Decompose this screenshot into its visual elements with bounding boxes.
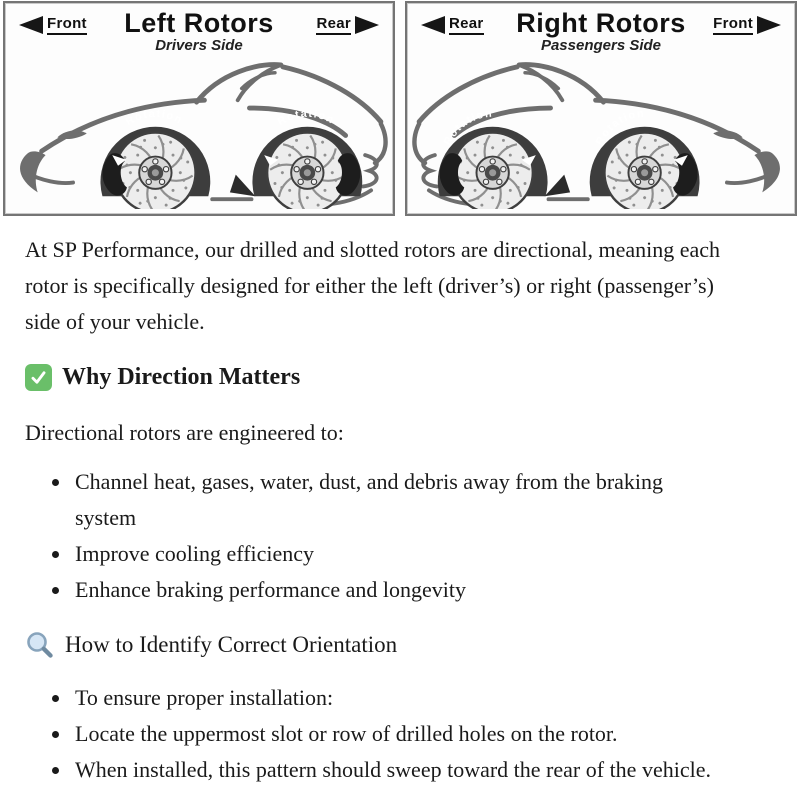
white-check-mark-icon [25, 364, 52, 391]
rear-rotor [261, 108, 360, 209]
rotation-label: Rotation [441, 107, 494, 148]
panel-title: Left Rotors [124, 8, 274, 38]
rotation-label: Rotation [593, 107, 646, 148]
section-heading-why-direction-matters [25, 364, 775, 391]
lead-paragraph: Directional rotors are engineered to: [25, 420, 344, 445]
list-item: • Improve cooling efficiency [72, 536, 725, 572]
left-panel-header [5, 3, 393, 59]
left-side-car-illustration [5, 59, 393, 209]
left-arrow-icon [19, 16, 43, 34]
panel-subtitle: Passengers Side [540, 37, 662, 54]
left-rotors-panel [3, 1, 395, 216]
panel-title: Right Rotors [516, 8, 686, 38]
section-heading-text: How to Identify Correct Orientation [65, 632, 398, 657]
front-rotor [102, 108, 201, 209]
benefits-list [25, 464, 725, 608]
list-item: • Enhance braking performance and longevity [72, 572, 725, 608]
front-rotor [594, 108, 698, 209]
rear-rotor [440, 108, 539, 209]
rotor-direction-diagram [0, 0, 800, 216]
rear-direction-label: Rear [421, 15, 484, 35]
right-arrow-icon [757, 16, 781, 34]
right-side-car-illustration [407, 59, 795, 209]
rear-direction-label: Rear [316, 15, 379, 35]
section-heading-identify-orientation [25, 630, 775, 660]
list-item: • To ensure proper installation: [72, 680, 725, 716]
front-direction-label: Front [19, 15, 87, 35]
magnifying-glass-icon [25, 630, 55, 660]
list-item: • Locate the uppermost slot or row of drilled holes on the rotor. [72, 716, 725, 752]
section-heading-text: Why Direction Matters [62, 364, 301, 390]
rotation-label: Rotation [275, 107, 337, 129]
rotation-label: Rotation [123, 107, 185, 129]
right-panel-header [407, 3, 795, 59]
intro-paragraph: At SP Performance, our drilled and slotted rotors are directional, meaning each rotor is specifically designed for either the left (driver’s) or right (passenger’s) side of your vehicle. [25, 237, 721, 334]
panel-subtitle: Drivers Side [155, 37, 243, 54]
list-item: • When installed, this pattern should sweep toward the rear of the vehicle. [72, 752, 725, 788]
front-direction-label: Front [713, 15, 781, 35]
orientation-steps-list [25, 680, 725, 788]
left-arrow-icon [421, 16, 445, 34]
right-rotors-panel [405, 1, 797, 216]
article-body [0, 216, 800, 788]
right-arrow-icon [355, 16, 379, 34]
list-item: • Channel heat, gases, water, dust, and debris away from the braking system [72, 464, 725, 536]
